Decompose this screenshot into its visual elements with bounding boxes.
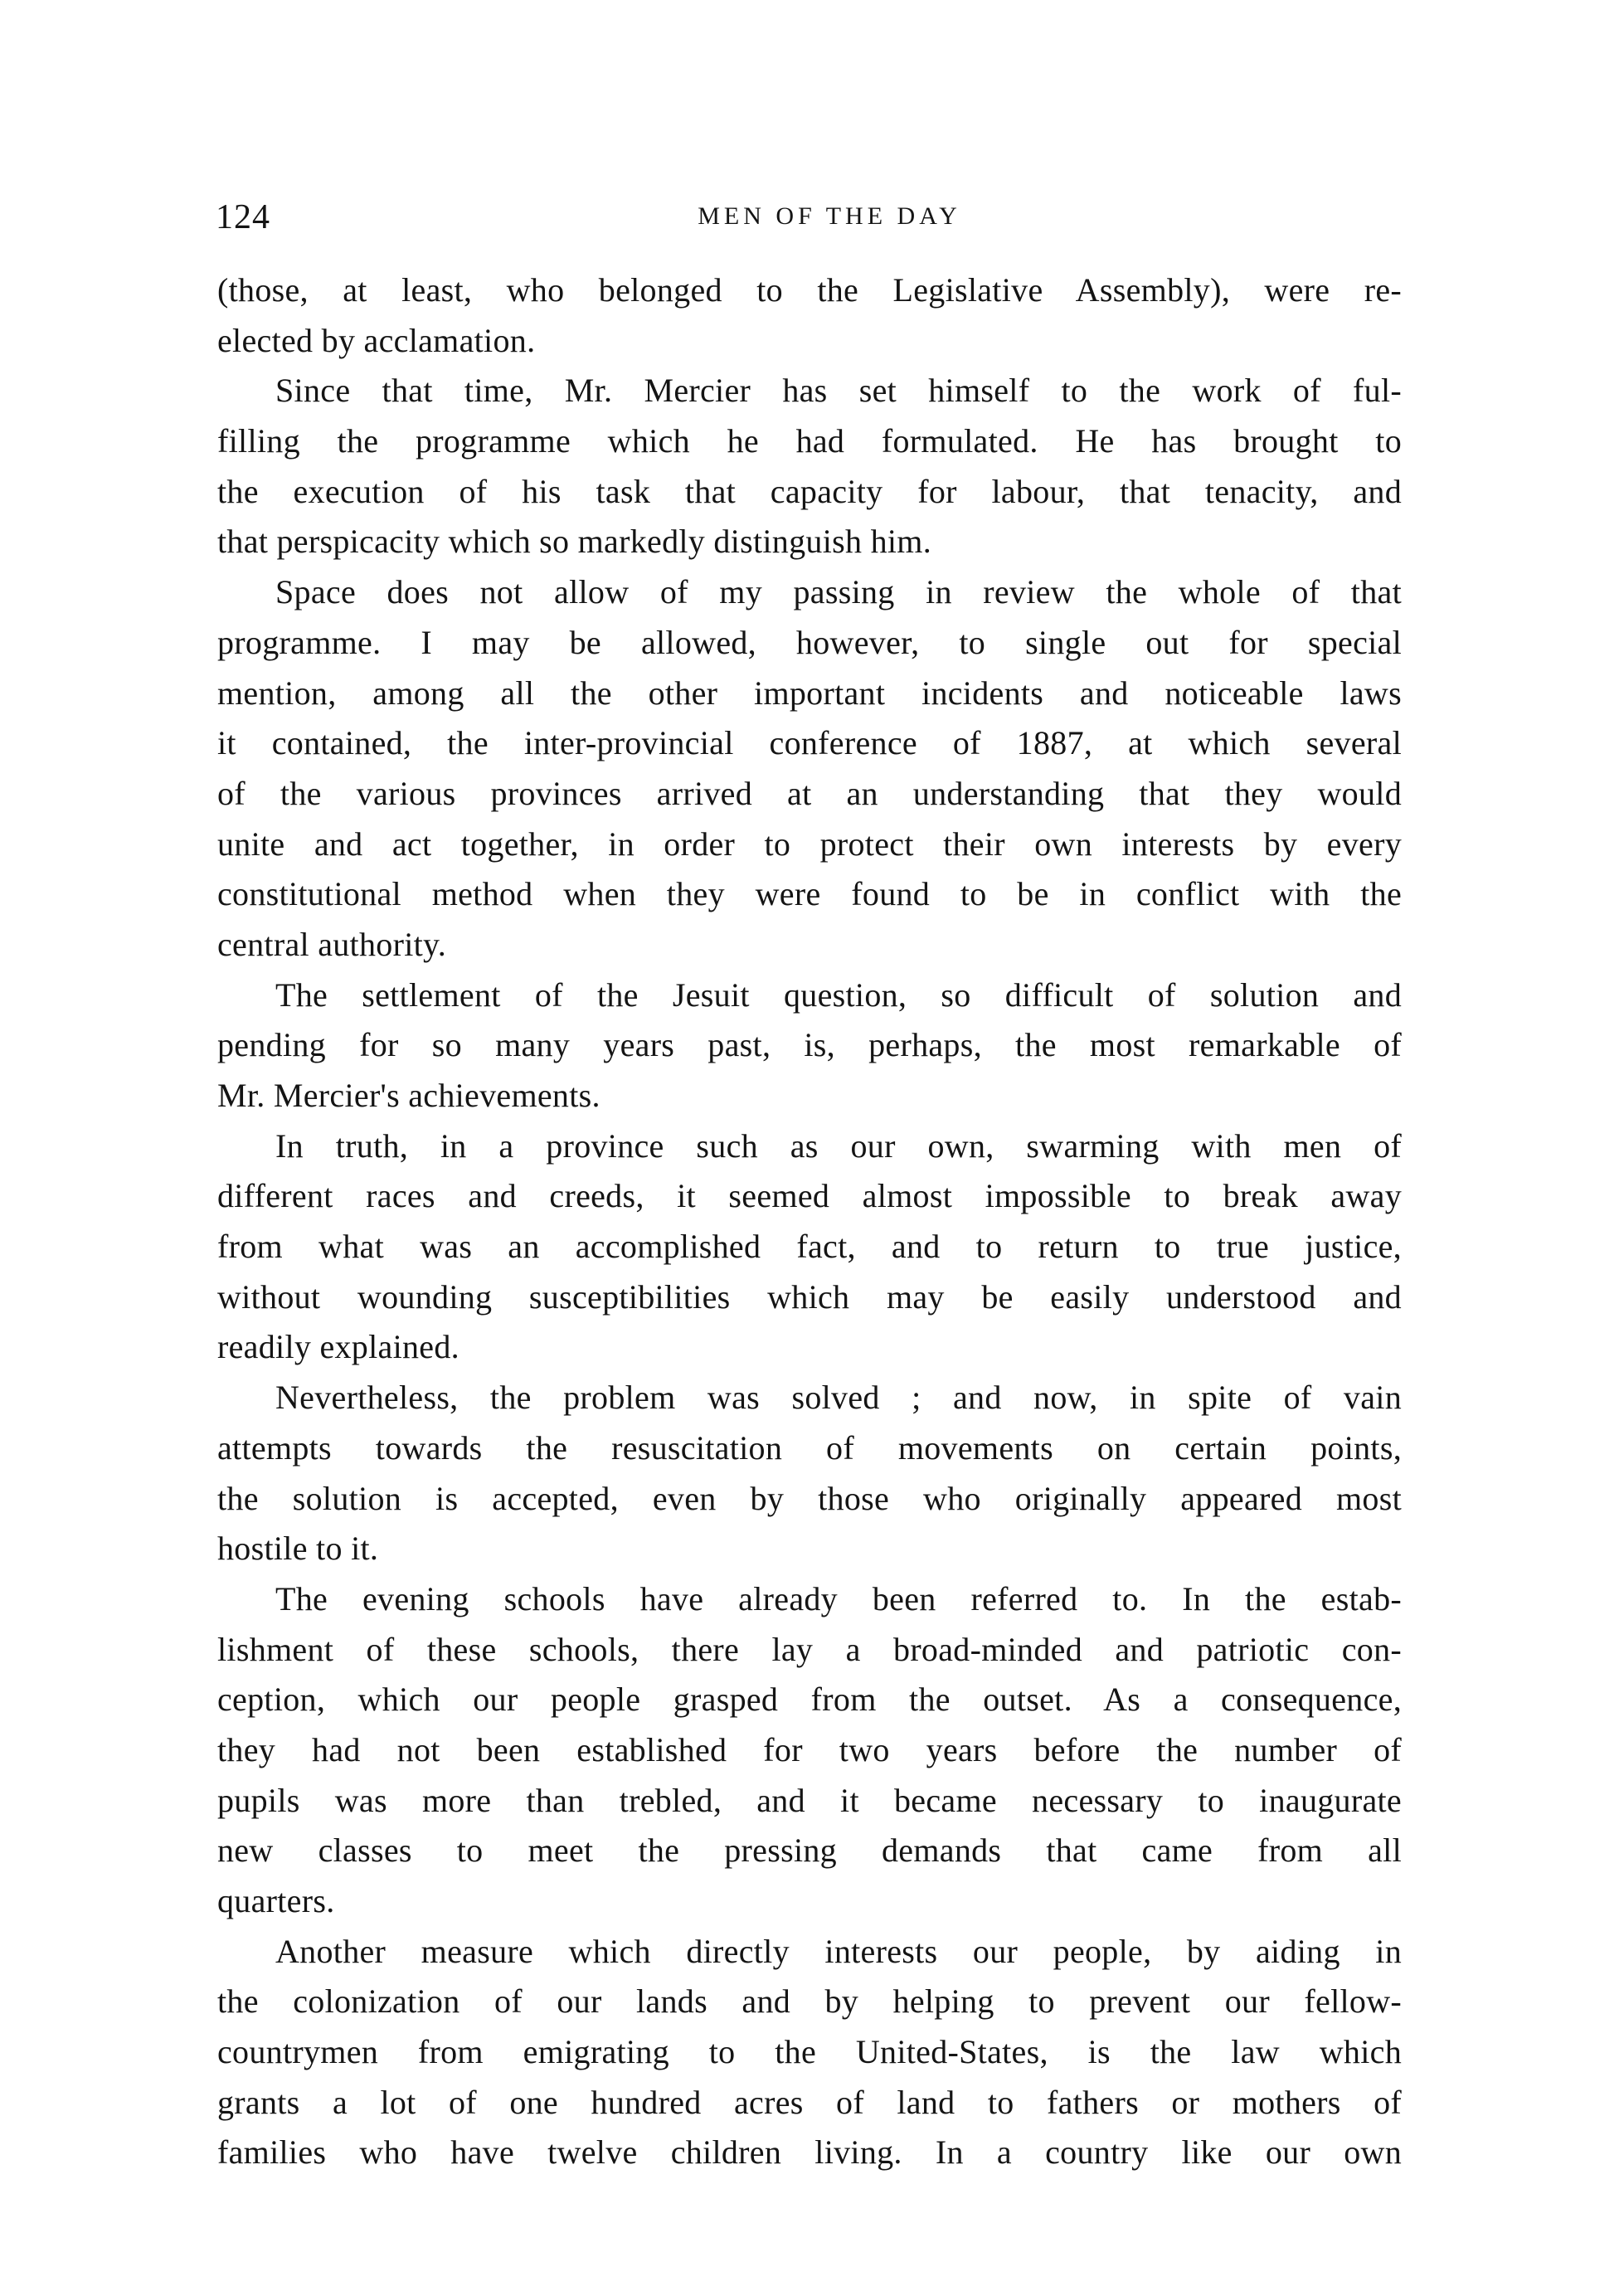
running-title: MEN OF THE DAY xyxy=(698,202,961,230)
text-line: mention, among all the other important incidents and noticeable laws xyxy=(217,674,1402,712)
text-line: the colonization of our lands and by helping to prevent our fellow- xyxy=(217,1982,1402,2021)
text-line: The settlement of the Jesuit question, so difficult of solution and xyxy=(275,975,1402,1014)
text-line: Mr. Mercier's achievements. xyxy=(217,1077,600,1114)
text-line: from what was an accomplished fact, and to return to true justice, xyxy=(217,1228,1402,1266)
paragraph xyxy=(217,366,1402,567)
text-line: countrymen from emigrating to the United-States, is the law which xyxy=(217,2033,1402,2071)
text-line: the solution is accepted, even by those who originally appeared most xyxy=(217,1479,1402,1517)
text-line: grants a lot of one hundred acres of land to fathers or mothers of xyxy=(217,2083,1402,2121)
page-number: 124 xyxy=(216,198,270,236)
text-line: Another measure which directly interests our people, by aiding in xyxy=(275,1932,1402,1970)
text-line: central authority. xyxy=(217,925,447,963)
text-line: of the various provinces arrived at an understanding that they would xyxy=(217,774,1402,812)
paragraph xyxy=(217,1574,1402,1927)
text-line: constitutional method when they were found to be in conflict with the xyxy=(217,875,1402,913)
text-line: different races and creeds, it seemed almost impossible to break away xyxy=(217,1177,1402,1215)
running-head xyxy=(216,197,1410,247)
text-line: Space does not allow of my passing in review the whole of that xyxy=(275,573,1402,611)
text-line: Nevertheless, the problem was solved ; and now, in spite of vain xyxy=(275,1379,1402,1417)
text-line: without wounding susceptibilities which may be easily understood and xyxy=(217,1277,1402,1316)
text-line: unite and act together, in order to protect their own interests by every xyxy=(217,825,1402,863)
text-line: hostile to it. xyxy=(217,1530,379,1568)
text-line: elected by acclamation. xyxy=(217,321,536,359)
text-line: filling the programme which he had formulated. He has brought to xyxy=(217,422,1402,460)
paragraph xyxy=(217,1927,1402,2178)
paragraph xyxy=(217,1373,1402,1574)
text-line: pupils was more than trebled, and it became necessary to inaugurate xyxy=(217,1781,1402,1819)
text-line: programme. I may be allowed, however, to single out for special xyxy=(217,623,1402,661)
text-line: Since that time, Mr. Mercier has set himself to the work of ful- xyxy=(275,372,1402,410)
text-line: that perspicacity which so markedly distinguish him. xyxy=(217,523,932,561)
text-line: new classes to meet the pressing demands that came from all xyxy=(217,1831,1402,1870)
text-line: lishment of these schools, there lay a broad-minded and patriotic con- xyxy=(217,1630,1402,1668)
text-line: families who have twelve children living. In a country like our own xyxy=(217,2133,1402,2172)
paragraph xyxy=(217,265,1402,366)
text-line: quarters. xyxy=(217,1882,335,1919)
paragraph xyxy=(217,567,1402,970)
text-line: it contained, the inter-provincial conference of 1887, at which several xyxy=(217,724,1402,762)
text-line: (those, at least, who belonged to the Legislative Assembly), were re- xyxy=(217,271,1402,309)
text-line: In truth, in a province such as our own, swarming with men of xyxy=(275,1126,1402,1165)
text-line: attempts towards the resuscitation of movements on certain points, xyxy=(217,1428,1402,1467)
text-line: The evening schools have already been referred to. In the estab- xyxy=(275,1579,1402,1617)
paragraph xyxy=(217,1121,1402,1373)
text-line: readily explained. xyxy=(217,1328,459,1366)
text-line: the execution of his task that capacity for labour, that tenacity, and xyxy=(217,472,1402,510)
text-line: they had not been established for two years before the number of xyxy=(217,1730,1402,1768)
body-text xyxy=(217,265,1402,2178)
text-line: pending for so many years past, is, perhaps, the most remarkable of xyxy=(217,1026,1402,1064)
text-line: ception, which our people grasped from the outset. As a consequence, xyxy=(217,1681,1402,1719)
paragraph xyxy=(217,970,1402,1121)
